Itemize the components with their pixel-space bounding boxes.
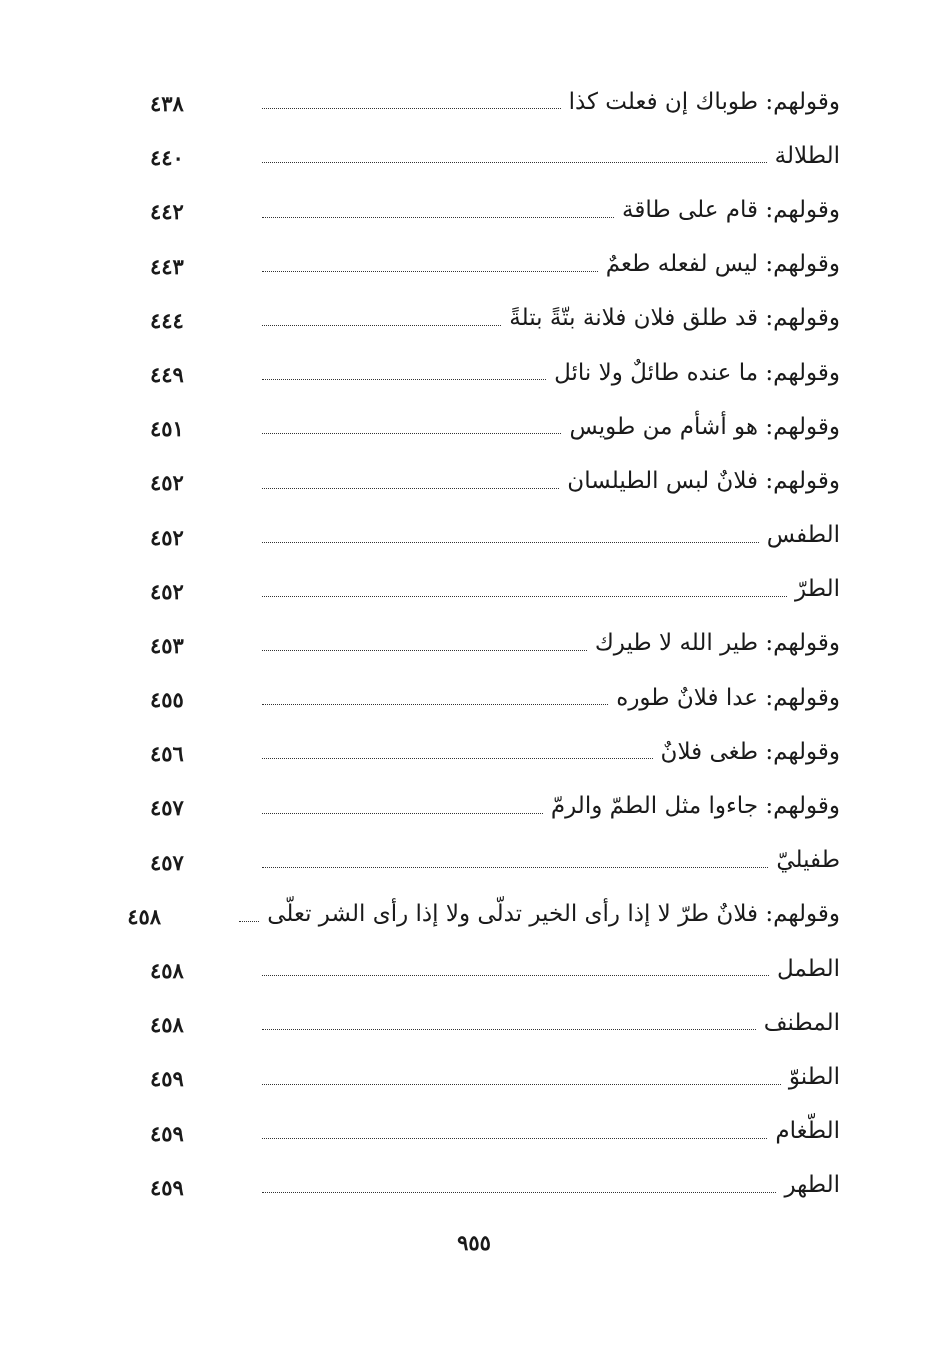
toc-entry-page: ٤٥٩ <box>150 1120 184 1146</box>
toc-entry-title: وقولهم: طير الله لا طيرك <box>594 630 840 657</box>
dot-leader <box>239 921 259 922</box>
toc-entry <box>150 614 840 668</box>
dot-leader <box>262 975 769 976</box>
toc-entry-title: وقولهم: جاءوا مثل الطمّ والرمّ <box>550 793 840 820</box>
toc-entry-title: الطهر <box>784 1172 840 1199</box>
dot-leader <box>262 813 543 814</box>
toc-entry-page: ٤٥٩ <box>150 1066 184 1092</box>
toc-entry <box>150 506 840 560</box>
toc-entry <box>150 776 840 830</box>
toc-entry-page: ٤٤٩ <box>150 361 184 387</box>
toc-entry-page: ٤٤٠ <box>150 145 184 171</box>
table-of-contents <box>127 72 840 1210</box>
toc-entry <box>150 289 840 343</box>
toc-entry-page: ٤٤٢ <box>150 199 184 225</box>
toc-entry-page: ٤٥٢ <box>150 578 184 604</box>
dot-leader <box>262 867 768 868</box>
toc-entry-page: ٤٤٤ <box>150 307 184 333</box>
toc-entry <box>150 397 840 451</box>
toc-entry <box>150 722 840 776</box>
toc-entry <box>150 72 840 126</box>
toc-entry <box>150 939 840 993</box>
toc-entry-page: ٤٥٨ <box>127 903 162 929</box>
toc-entry-title: وقولهم: طوباك إن فعلت كذا <box>568 88 840 115</box>
page-number: ٩٥٥ <box>457 1230 491 1255</box>
toc-entry-title: وقولهم: طغى فلانٌ <box>660 738 840 765</box>
toc-entry <box>150 1102 840 1156</box>
toc-entry <box>150 126 840 180</box>
toc-entry-page: ٤٥٣ <box>150 632 184 658</box>
dot-leader <box>262 108 561 109</box>
toc-entry-title: وقولهم: قد طلق فلان فلانة بتّةً بتلةً <box>509 305 840 332</box>
toc-entry <box>150 668 840 722</box>
dot-leader <box>262 1192 776 1193</box>
toc-entry-title: الطمل <box>777 955 840 982</box>
dot-leader <box>262 758 653 759</box>
toc-entry-title: الطنوّ <box>788 1063 840 1090</box>
toc-entry-title: الطلالة <box>774 142 840 169</box>
toc-entry-page: ٤٣٨ <box>150 91 184 116</box>
toc-entry-title: وقولهم: فلانٌ طرّ لا إذا رأى الخير تدلّى ولا إذا رأى الشر تعلّى <box>267 901 840 928</box>
toc-entry <box>150 1047 840 1101</box>
toc-entry <box>150 560 840 614</box>
dot-leader <box>262 433 561 434</box>
toc-entry-title: الطّغام <box>775 1118 840 1145</box>
toc-entry-title: وقولهم: ما عنده طائلٌ ولا نائل <box>554 359 840 386</box>
toc-entry-page: ٤٥٧ <box>150 849 184 875</box>
toc-entry-title: وقولهم: هو أشأم من طويس <box>569 413 840 440</box>
toc-entry <box>150 831 840 885</box>
toc-entry-page: ٤٥٢ <box>150 470 184 496</box>
toc-entry-title: وقولهم: فلانٌ لبس الطيلسان <box>567 467 840 494</box>
dot-leader <box>262 325 501 326</box>
toc-entry <box>150 235 840 289</box>
dot-leader <box>262 596 787 597</box>
toc-entry <box>150 451 840 505</box>
toc-entry-page: ٤٥٨ <box>150 1012 184 1038</box>
toc-entry-page: ٤٤٣ <box>150 253 184 279</box>
toc-entry-title: وقولهم: قام على طاقة <box>622 196 840 223</box>
toc-entry-page: ٤٥٩ <box>150 1174 184 1200</box>
toc-entry-title: الطرّ <box>795 576 840 603</box>
toc-entry <box>150 1156 840 1210</box>
toc-entry <box>150 993 840 1047</box>
dot-leader <box>262 488 559 489</box>
dot-leader <box>262 1084 781 1085</box>
toc-entry-page: ٤٥٧ <box>150 795 184 821</box>
dot-leader <box>262 1138 767 1139</box>
toc-entry-page: ٤٥٢ <box>150 524 184 550</box>
dot-leader <box>262 1029 756 1030</box>
toc-entry <box>150 343 840 397</box>
toc-entry-page: ٤٥٥ <box>150 687 184 713</box>
toc-entry-title: طفيليّ <box>776 847 840 874</box>
toc-entry-page: ٤٥٦ <box>150 741 184 767</box>
dot-leader <box>262 217 614 218</box>
dot-leader <box>262 162 767 163</box>
dot-leader <box>262 704 608 705</box>
dot-leader <box>262 650 587 651</box>
dot-leader <box>262 379 546 380</box>
toc-entry-title: الطفس <box>766 522 840 549</box>
toc-entry-title: وقولهم: ليس لفعله طعمٌ <box>605 251 840 278</box>
dot-leader <box>262 542 759 543</box>
toc-entry-title: وقولهم: عدا فلانٌ طوره <box>616 684 840 711</box>
toc-entry <box>150 180 840 234</box>
toc-entry-title: المطنف <box>763 1009 840 1036</box>
dot-leader <box>262 271 598 272</box>
toc-entry-page: ٤٥٨ <box>150 958 184 983</box>
toc-entry-page: ٤٥١ <box>150 416 184 442</box>
toc-entry <box>127 885 840 939</box>
